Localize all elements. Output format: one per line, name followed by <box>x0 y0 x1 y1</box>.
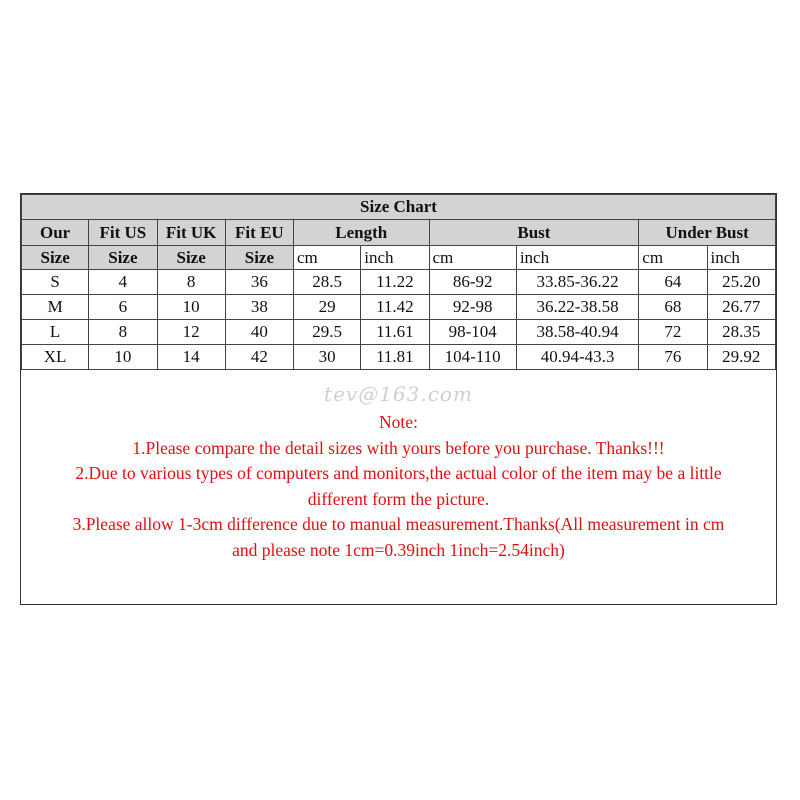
table-cell: 6 <box>89 295 157 320</box>
table-cell: 11.61 <box>361 320 429 345</box>
table-cell: 68 <box>639 295 707 320</box>
table-cell: 4 <box>89 270 157 295</box>
size-rows <box>22 270 776 370</box>
table-cell: 92-98 <box>429 295 516 320</box>
table-cell: 29 <box>294 295 361 320</box>
header-fit-uk: Fit UK <box>157 220 225 246</box>
note-line-1: 1.Please compare the detail sizes with yours before you purchase. Thanks!!! <box>132 437 665 458</box>
table-cell: 11.42 <box>361 295 429 320</box>
table-cell: 28.35 <box>707 320 775 345</box>
note-line-2a: 2.Due to various types of computers and monitors,the actual color of the item may be a little <box>75 463 722 483</box>
header-our: Our <box>22 220 89 246</box>
table-cell: 42 <box>225 345 293 370</box>
table-cell: 86-92 <box>429 270 516 295</box>
header-uk-size: Size <box>157 246 225 270</box>
notes-section <box>21 370 776 596</box>
table-cell: 8 <box>89 320 157 345</box>
table-cell: 72 <box>639 320 707 345</box>
note-lines <box>21 410 776 563</box>
table-cell: 28.5 <box>294 270 361 295</box>
table-cell: 12 <box>157 320 225 345</box>
table-cell: 40 <box>225 320 293 345</box>
table-cell: M <box>22 295 89 320</box>
table-cell: 36 <box>225 270 293 295</box>
table-row <box>22 320 776 345</box>
chart-title: Size Chart <box>22 195 776 220</box>
table-cell: 29.5 <box>294 320 361 345</box>
table-cell: 40.94-43.3 <box>516 345 638 370</box>
table-cell: 36.22-38.58 <box>516 295 638 320</box>
header-bust: Bust <box>429 220 639 246</box>
header-us-size: Size <box>89 246 157 270</box>
watermark: tev@163.com <box>324 382 473 406</box>
table-row <box>22 345 776 370</box>
table-row <box>22 270 776 295</box>
note-line-3b: and please note 1cm=0.39inch 1inch=2.54inch) <box>232 539 565 560</box>
header-size: Size <box>22 246 89 270</box>
table-cell: 38.58-40.94 <box>516 320 638 345</box>
table-cell: 104-110 <box>429 345 516 370</box>
size-table <box>21 194 776 370</box>
header-fit-eu: Fit EU <box>225 220 293 246</box>
table-row <box>22 295 776 320</box>
table-cell: 30 <box>294 345 361 370</box>
table-cell: 11.22 <box>361 270 429 295</box>
header-length-cm: cm <box>294 246 361 270</box>
size-chart <box>20 193 777 605</box>
note-line-3a: 3.Please allow 1-3cm difference due to manual measurement.Thanks(All measurement in cm <box>72 514 725 534</box>
header-under-cm: cm <box>639 246 707 270</box>
table-cell: 8 <box>157 270 225 295</box>
table-cell: 10 <box>89 345 157 370</box>
table-cell: S <box>22 270 89 295</box>
header-bust-cm: cm <box>429 246 516 270</box>
table-cell: 33.85-36.22 <box>516 270 638 295</box>
header-eu-size: Size <box>225 246 293 270</box>
table-cell: 14 <box>157 345 225 370</box>
header-fit-us: Fit US <box>89 220 157 246</box>
note-heading: Note: <box>379 412 418 432</box>
table-cell: L <box>22 320 89 345</box>
table-cell: 38 <box>225 295 293 320</box>
note-line-2b: different form the picture. <box>307 488 490 509</box>
table-cell: XL <box>22 345 89 370</box>
table-cell: 29.92 <box>707 345 775 370</box>
header-under-bust: Under Bust <box>639 220 776 246</box>
header-length: Length <box>294 220 430 246</box>
header-bust-inch: inch <box>516 246 638 270</box>
table-cell: 11.81 <box>361 345 429 370</box>
header-length-inch: inch <box>361 246 429 270</box>
table-cell: 64 <box>639 270 707 295</box>
table-cell: 98-104 <box>429 320 516 345</box>
table-cell: 25.20 <box>707 270 775 295</box>
table-cell: 26.77 <box>707 295 775 320</box>
table-cell: 76 <box>639 345 707 370</box>
header-under-inch: inch <box>707 246 775 270</box>
table-cell: 10 <box>157 295 225 320</box>
